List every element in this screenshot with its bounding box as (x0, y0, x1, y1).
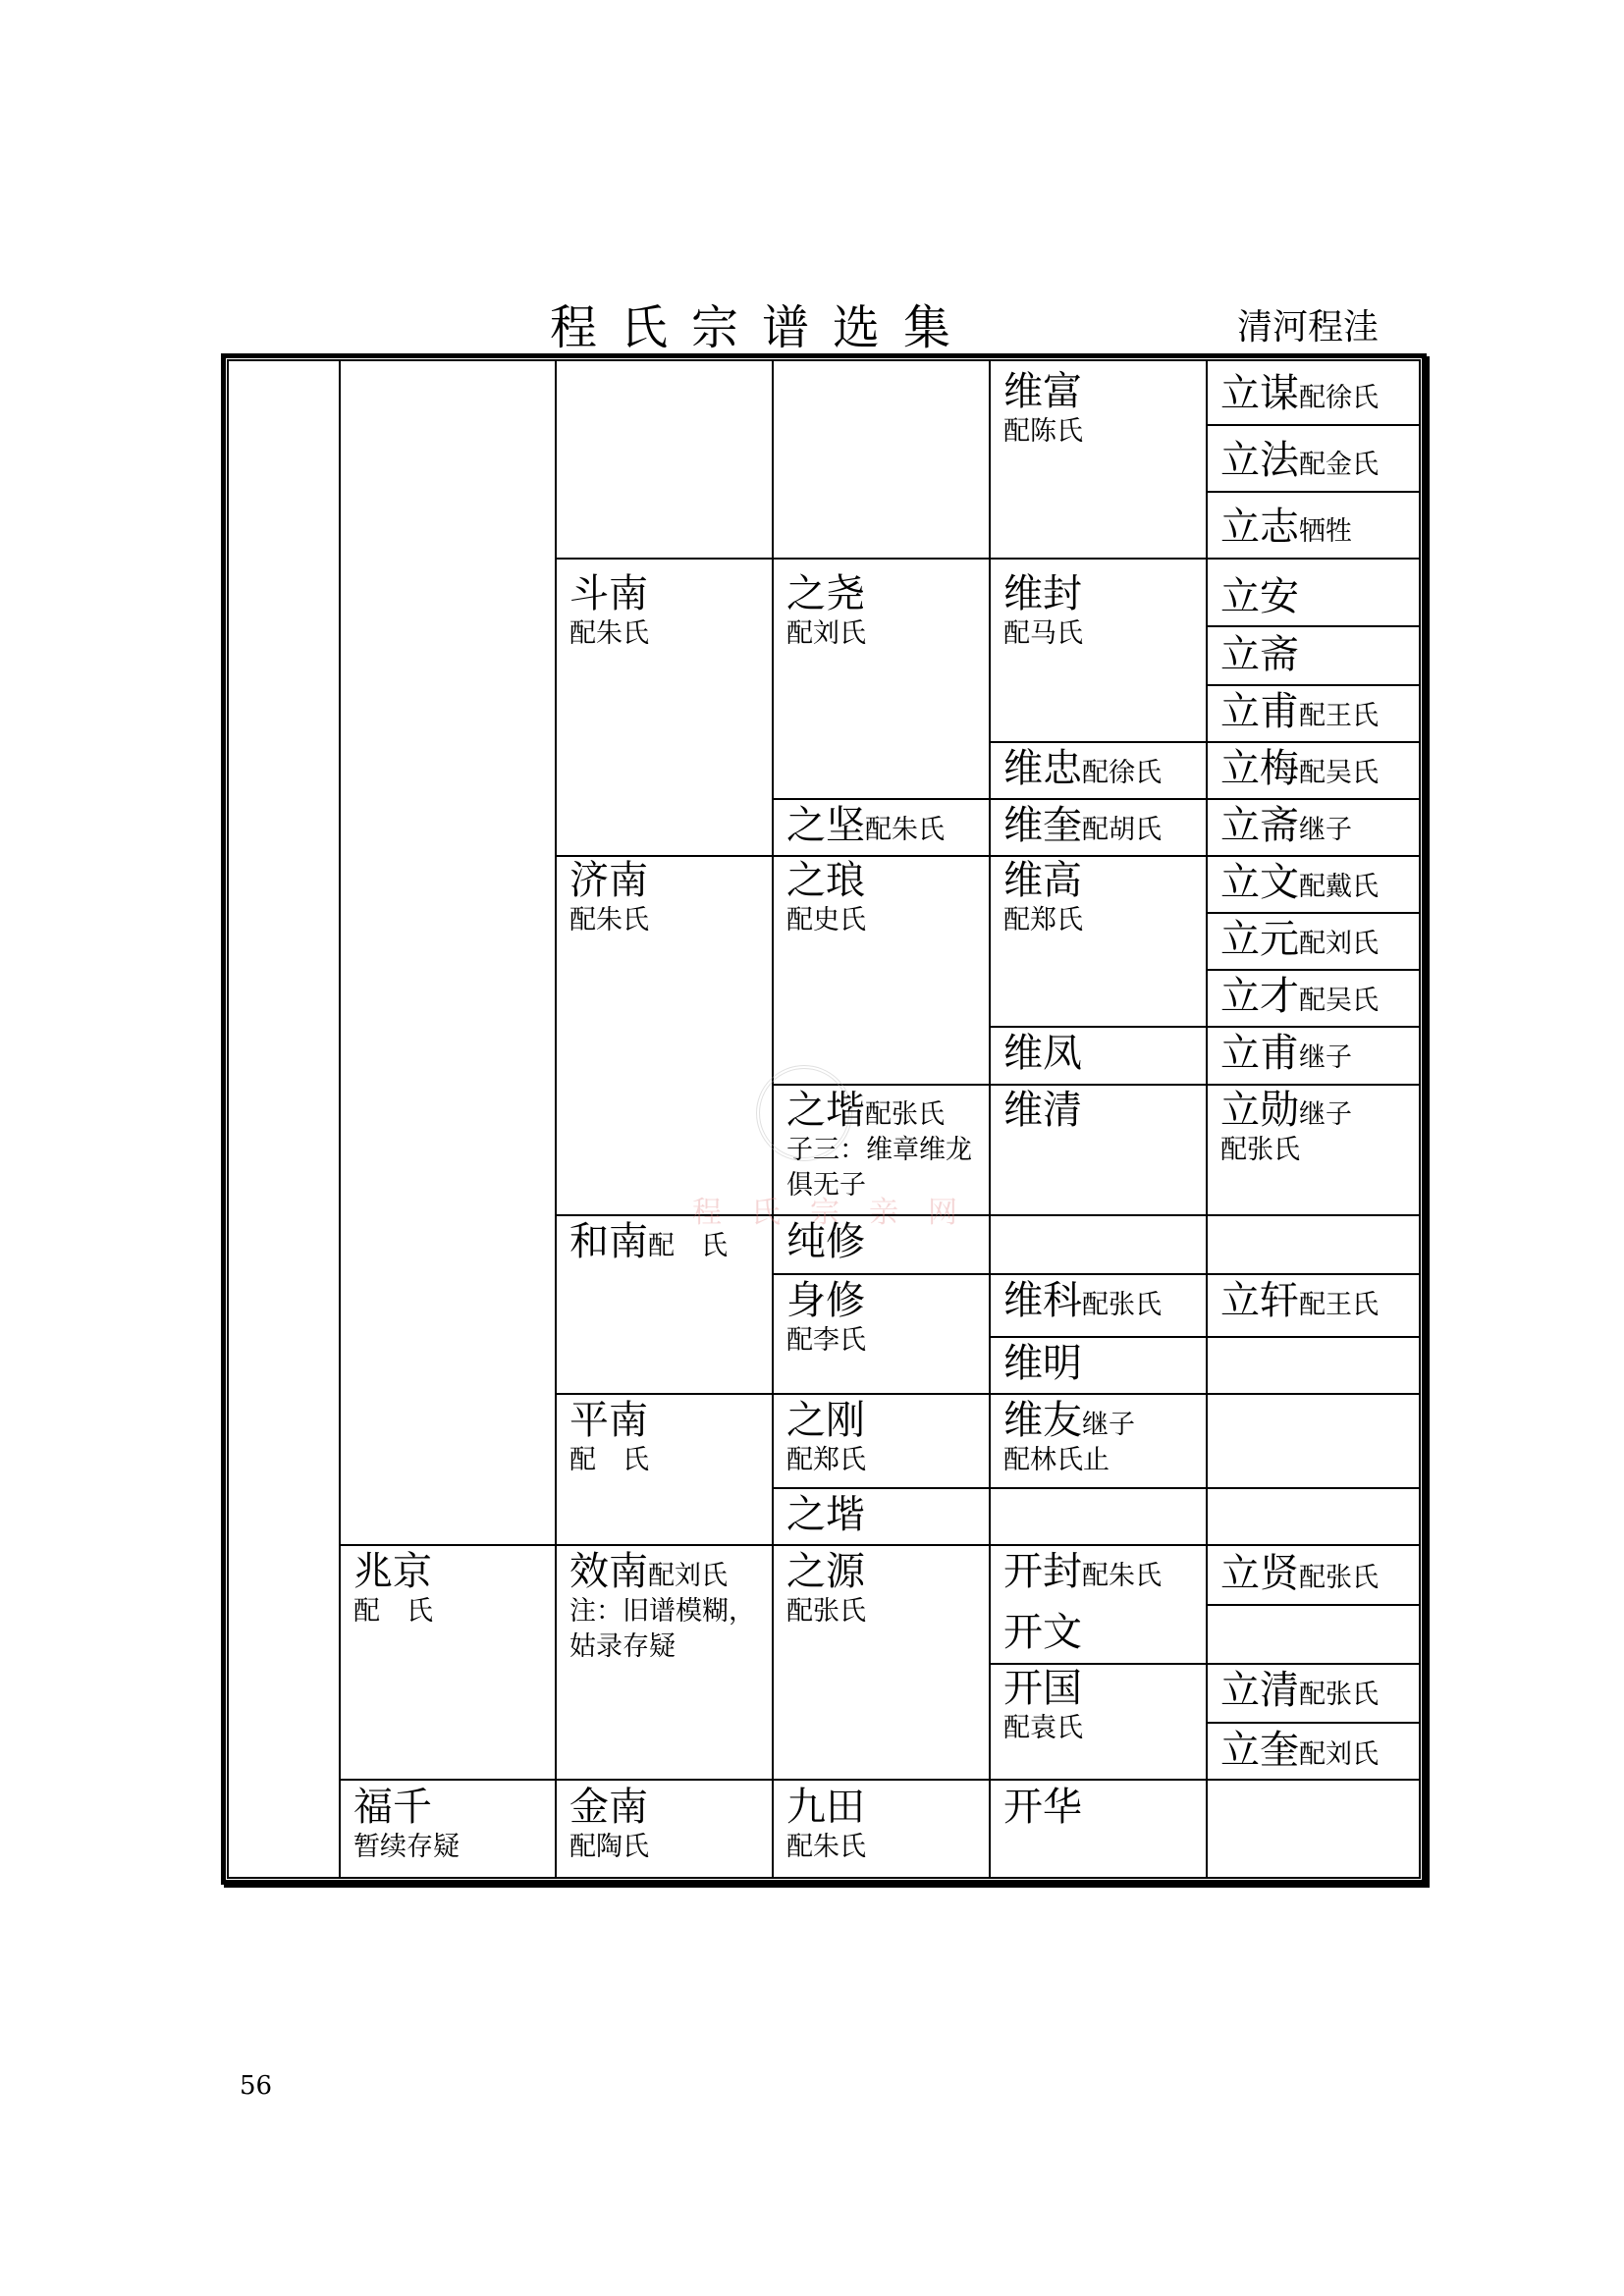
person-note: 继子 (1082, 1410, 1135, 1440)
person-name: 立甫 (1220, 1031, 1299, 1076)
person-name: 立斋 (1220, 632, 1299, 677)
row-divider (989, 1026, 1421, 1028)
person-note: 配刘氏 (786, 618, 866, 649)
column-divider (555, 359, 557, 1879)
person-name: 维忠 (1003, 746, 1082, 791)
genealogy-entry (569, 1219, 728, 1264)
person-note: 注：旧谱模糊， (569, 1596, 755, 1627)
person-note: 配 氏 (648, 1231, 728, 1261)
genealogy-entry (786, 1278, 866, 1359)
genealogy-entry (1003, 1278, 1162, 1323)
person-note: 配徐氏 (1082, 758, 1162, 788)
person-note: 配张氏 (1299, 1563, 1379, 1593)
person-note: 配朱氏 (786, 1832, 866, 1862)
row-divider (989, 741, 1421, 743)
genealogy-entry (1003, 1031, 1082, 1076)
genealogy-entry (786, 1492, 865, 1537)
row-divider (989, 1336, 1421, 1338)
genealogy-entry (1220, 689, 1379, 734)
person-note: 配王氏 (1299, 701, 1379, 731)
genealogy-entry (1003, 803, 1162, 848)
genealogy-entry (569, 1785, 649, 1865)
watermark: 程氏宗亲网 (692, 1196, 987, 1230)
row-divider (555, 1214, 1421, 1216)
person-name: 斗南 (569, 571, 648, 616)
person-name: 兆京 (353, 1549, 432, 1594)
person-name: 开封 (1003, 1549, 1082, 1594)
genealogy-entry (1220, 746, 1379, 791)
row-divider (555, 1393, 1421, 1395)
person-note: 配戴氏 (1299, 872, 1379, 902)
genealogy-entry (1220, 632, 1299, 677)
person-name: 立轩 (1220, 1278, 1299, 1323)
genealogy-entry (1003, 571, 1083, 652)
person-name: 之刚 (786, 1398, 865, 1443)
genealogy-entry (1003, 369, 1083, 450)
person-name: 立梅 (1220, 746, 1299, 791)
person-note: 配朱氏 (569, 618, 649, 649)
person-name: 开文 (1003, 1610, 1082, 1655)
genealogy-entry (569, 1549, 755, 1665)
genealogy-entry (1220, 1668, 1379, 1713)
person-note: 配张氏 (786, 1596, 866, 1627)
person-name: 立甫 (1220, 689, 1299, 734)
person-note: 继子 (1299, 1099, 1352, 1130)
genealogy-entry (1003, 1610, 1082, 1655)
person-name: 维封 (1003, 571, 1082, 616)
person-note: 配袁氏 (1003, 1713, 1083, 1743)
person-name: 立法 (1220, 438, 1299, 483)
person-name: 维清 (1003, 1088, 1082, 1133)
row-divider (555, 558, 1421, 560)
person-name: 维高 (1003, 858, 1082, 903)
person-note: 配张氏 (865, 1099, 945, 1130)
genealogy-entry (1220, 803, 1352, 848)
person-name: 立安 (1220, 574, 1299, 619)
genealogy-entry (1220, 1728, 1379, 1773)
page-place-label: 清河程洼 (1237, 307, 1380, 347)
person-name: 立志 (1220, 505, 1299, 550)
person-name: 效南 (569, 1549, 648, 1594)
genealogy-entry (1003, 1785, 1082, 1830)
genealogy-entry (1003, 1341, 1082, 1386)
person-name: 开国 (1003, 1666, 1082, 1711)
genealogy-entry (1220, 917, 1379, 962)
person-note: 配朱氏 (569, 905, 649, 935)
person-name: 维友 (1003, 1398, 1082, 1443)
genealogy-entry (1003, 1666, 1083, 1746)
person-name: 立元 (1220, 917, 1299, 962)
genealogy-entry (786, 803, 945, 848)
person-name: 立清 (1220, 1668, 1299, 1713)
person-name: 立贤 (1220, 1551, 1299, 1596)
person-note: 配张氏 (1082, 1290, 1162, 1320)
person-name: 和南 (569, 1219, 648, 1264)
column-divider (989, 359, 991, 1879)
genealogy-entry (569, 1398, 649, 1478)
genealogy-entry (1220, 438, 1379, 483)
person-name: 立斋 (1220, 803, 1299, 848)
person-note: 配张氏 (1299, 1680, 1379, 1710)
person-name: 立勋 (1220, 1088, 1299, 1133)
person-note: 配朱氏 (865, 815, 945, 845)
person-note: 配史氏 (786, 905, 866, 935)
genealogy-entry (1220, 1088, 1352, 1168)
person-note: 配林氏止 (1003, 1445, 1110, 1475)
person-note: 配陶氏 (569, 1832, 649, 1862)
person-note: 配刘氏 (1299, 1739, 1379, 1770)
row-divider (1206, 491, 1421, 493)
genealogy-entry (569, 571, 649, 652)
person-note: 配吴氏 (1299, 758, 1379, 788)
column-divider (1206, 359, 1208, 1879)
person-name: 纯修 (786, 1219, 865, 1264)
genealogy-entry (786, 1088, 972, 1203)
person-note: 配刘氏 (648, 1561, 728, 1591)
row-divider (1206, 912, 1421, 914)
person-name: 九田 (786, 1785, 865, 1830)
person-note: 配朱氏 (1082, 1561, 1162, 1591)
row-divider (339, 1544, 1421, 1546)
person-note: 继子 (1299, 1042, 1352, 1073)
row-divider (339, 1779, 1421, 1781)
genealogy-entry (1003, 1549, 1162, 1594)
person-name: 立才 (1220, 974, 1299, 1019)
genealogy-entry (1003, 1398, 1135, 1478)
genealogy-entry (1220, 1551, 1379, 1596)
person-note: 配徐氏 (1299, 383, 1379, 413)
person-note: 配陈氏 (1003, 416, 1083, 447)
person-note: 配李氏 (786, 1325, 866, 1356)
person-name: 之尧 (786, 571, 865, 616)
person-note: 继子 (1299, 815, 1352, 845)
person-name: 济南 (569, 858, 648, 903)
row-divider (1206, 969, 1421, 971)
genealogy-entry (786, 571, 866, 652)
row-divider (1206, 625, 1421, 627)
genealogy-entry (1220, 1278, 1379, 1323)
person-note: 暂续存疑 (353, 1832, 460, 1862)
person-note: 姑录存疑 (569, 1631, 676, 1662)
genealogy-entry (786, 1785, 866, 1865)
genealogy-entry (1220, 574, 1299, 619)
person-name: 金南 (569, 1785, 648, 1830)
genealogy-entry (786, 1398, 866, 1478)
person-note: 牺牲 (1299, 516, 1352, 547)
row-divider (989, 1663, 1421, 1665)
genealogy-entry (1220, 860, 1379, 905)
genealogy-entry (353, 1549, 433, 1629)
person-note: 配 氏 (569, 1445, 649, 1475)
page-title: 程氏宗谱选集 (550, 300, 975, 355)
person-name: 立文 (1220, 860, 1299, 905)
person-name: 之堦 (786, 1492, 865, 1537)
row-divider (772, 798, 1421, 800)
person-note: 俱无子 (786, 1170, 866, 1201)
genealogy-entry (1003, 746, 1162, 791)
person-note: 子三：维章维龙 (786, 1135, 972, 1165)
person-note: 配郑氏 (1003, 905, 1083, 935)
row-divider (1206, 1604, 1421, 1606)
genealogy-entry (786, 858, 866, 938)
person-note: 配金氏 (1299, 450, 1379, 480)
column-divider (339, 359, 341, 1879)
genealogy-entry (569, 858, 649, 938)
genealogy-entry (353, 1785, 460, 1865)
row-divider (1206, 424, 1421, 426)
person-note: 配胡氏 (1082, 815, 1162, 845)
genealogy-entry (1003, 858, 1083, 938)
person-name: 福千 (353, 1785, 432, 1830)
row-divider (772, 1084, 1421, 1086)
page-number: 56 (240, 2071, 273, 2101)
row-divider (555, 855, 1421, 857)
row-divider (1206, 684, 1421, 686)
genealogy-entry (1220, 974, 1379, 1019)
person-name: 身修 (786, 1278, 865, 1323)
person-name: 平南 (569, 1398, 648, 1443)
genealogy-entry (786, 1219, 865, 1264)
person-name: 维富 (1003, 369, 1082, 414)
person-note: 配吴氏 (1299, 986, 1379, 1016)
genealogy-entry (1003, 1088, 1082, 1133)
person-note: 配张氏 (1220, 1135, 1300, 1165)
person-name: 立谋 (1220, 371, 1299, 416)
person-name: 之源 (786, 1549, 865, 1594)
person-name: 维凤 (1003, 1031, 1082, 1076)
row-divider (772, 1273, 1421, 1275)
person-name: 开华 (1003, 1785, 1082, 1830)
person-note: 配郑氏 (786, 1445, 866, 1475)
person-note: 配刘氏 (1299, 929, 1379, 959)
person-name: 立奎 (1220, 1728, 1299, 1773)
person-note: 配 氏 (353, 1596, 433, 1627)
row-divider (1206, 1722, 1421, 1724)
person-name: 维奎 (1003, 803, 1082, 848)
row-divider (772, 1487, 1421, 1489)
person-note: 配马氏 (1003, 618, 1083, 649)
person-name: 之堦 (786, 1088, 865, 1133)
person-name: 之坚 (786, 803, 865, 848)
genealogy-entry (1220, 371, 1379, 416)
person-name: 维科 (1003, 1278, 1082, 1323)
person-note: 配王氏 (1299, 1290, 1379, 1320)
genealogy-entry (786, 1549, 866, 1629)
person-name: 之琅 (786, 858, 865, 903)
genealogy-entry (1220, 1031, 1352, 1076)
genealogy-entry (1220, 505, 1352, 550)
person-name: 维明 (1003, 1341, 1082, 1386)
